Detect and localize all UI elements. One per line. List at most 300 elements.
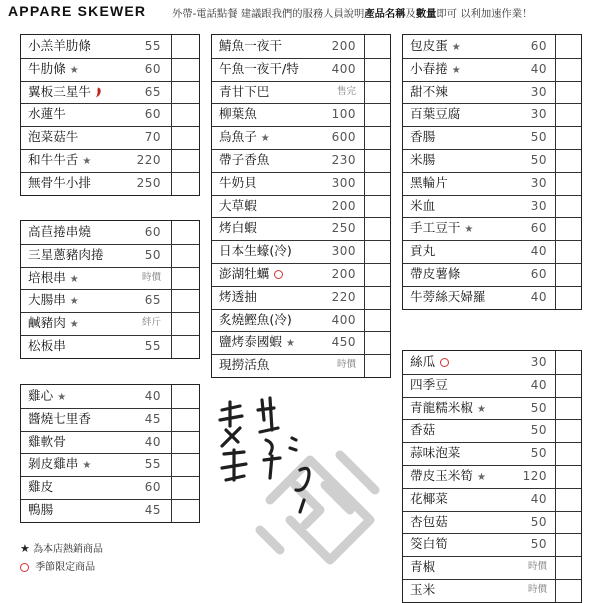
item-price: 30 xyxy=(530,175,547,190)
item-name xyxy=(410,374,448,397)
item-price: 30 xyxy=(530,198,547,213)
menu-row xyxy=(21,431,199,455)
instr-part-e: 即可 以利加速作業！ xyxy=(436,8,533,20)
item-name-text: 午魚一夜干/特 xyxy=(219,60,299,76)
chili-icon xyxy=(94,87,102,98)
quantity-box[interactable] xyxy=(364,263,391,286)
menu-row xyxy=(21,267,199,291)
item-name-text: 包皮蛋 xyxy=(410,38,448,53)
item-price: 45 xyxy=(144,503,161,517)
item-name-text: 花椰菜 xyxy=(410,490,448,506)
item-name xyxy=(219,81,269,104)
item-price: 40 xyxy=(144,389,161,403)
item-name-text: 柳葉魚 xyxy=(219,106,257,122)
item-name-text: 青龍糯米椒 xyxy=(410,399,473,415)
item-name-text: 烏魚子 xyxy=(219,129,257,145)
star-icon: ★ xyxy=(82,156,92,167)
item-price: 250 xyxy=(331,221,356,236)
quantity-box[interactable] xyxy=(555,465,582,488)
menu-row xyxy=(403,419,581,443)
item-name-text: 筊白筍 xyxy=(410,536,448,552)
legend-circle-text: 季節限定商品 xyxy=(35,562,96,573)
item-price: 60 xyxy=(530,267,547,281)
menu-row xyxy=(212,81,390,105)
quantity-box[interactable] xyxy=(171,244,200,267)
menu-row xyxy=(21,312,199,336)
item-price: 40 xyxy=(144,434,161,449)
quantity-box[interactable] xyxy=(555,442,582,465)
item-name-text: 鹽烤泰國蝦 xyxy=(219,334,282,350)
item-name-text: 雞皮 xyxy=(28,479,54,495)
menu-table-chicken xyxy=(20,384,200,523)
quantity-box[interactable] xyxy=(555,149,582,172)
item-name xyxy=(28,221,91,244)
quantity-box[interactable] xyxy=(364,172,391,195)
item-name xyxy=(410,397,486,422)
star-icon: ★ xyxy=(285,338,295,350)
quantity-box[interactable] xyxy=(555,374,582,397)
menu-row xyxy=(212,240,390,264)
quantity-box[interactable] xyxy=(555,556,582,579)
quantity-box[interactable] xyxy=(555,511,582,534)
menu-row xyxy=(403,465,581,489)
item-name-text: 香菇 xyxy=(410,422,436,438)
item-name xyxy=(28,431,66,454)
item-price: 售完 xyxy=(336,85,356,97)
instr-part-a: 外帶-電話點餐 建議跟我們的服務人員說明 xyxy=(172,8,365,20)
quantity-box[interactable] xyxy=(364,81,391,104)
item-name xyxy=(219,149,269,172)
item-price: 50 xyxy=(530,400,547,415)
item-name-text: 烤透抽 xyxy=(219,288,257,304)
item-price: 60 xyxy=(530,39,547,53)
menu-row xyxy=(403,126,581,150)
menu-table-seafood xyxy=(211,34,391,378)
item-name xyxy=(410,126,435,149)
item-name-text: 帶皮薯條 xyxy=(410,266,461,281)
item-name xyxy=(410,263,460,286)
item-name-text: 無骨牛小排 xyxy=(28,174,91,190)
quantity-box[interactable] xyxy=(171,58,200,81)
quantity-box[interactable] xyxy=(171,81,200,104)
order-instructions xyxy=(172,5,532,20)
item-price: 60 xyxy=(144,480,161,495)
item-price: 60 xyxy=(144,107,161,122)
item-name xyxy=(410,35,461,60)
quantity-box[interactable] xyxy=(171,385,200,408)
item-price: 50 xyxy=(530,130,547,145)
item-name-text: 牛肋條 xyxy=(28,60,66,76)
menu-row xyxy=(403,58,581,82)
item-price: 50 xyxy=(530,537,547,552)
item-name xyxy=(28,172,91,195)
item-name-text: 烤白蝦 xyxy=(219,220,257,236)
menu-row xyxy=(212,103,390,127)
quantity-box[interactable] xyxy=(171,149,200,172)
item-name-text: 醬燒七里香 xyxy=(28,410,91,426)
item-price: 55 xyxy=(144,39,161,53)
legend-star-text: 為本店熱銷商品 xyxy=(33,544,104,555)
header xyxy=(0,0,600,24)
item-price: 40 xyxy=(530,491,547,506)
item-price: 220 xyxy=(331,289,356,304)
star-icon: ★ xyxy=(451,42,461,53)
item-name-text: 現撈活魚 xyxy=(219,357,270,373)
item-price: 400 xyxy=(331,61,356,76)
quantity-box[interactable] xyxy=(364,286,391,309)
item-name xyxy=(219,217,257,240)
item-price: 65 xyxy=(144,84,161,99)
item-name xyxy=(410,442,460,465)
item-name-text: 大腸串 xyxy=(28,292,66,308)
quantity-box[interactable] xyxy=(171,431,200,454)
menu-row xyxy=(212,149,390,173)
quantity-box[interactable] xyxy=(171,408,200,431)
item-name xyxy=(219,309,292,332)
brand-title: APPARE SKEWER xyxy=(8,3,147,19)
item-price: 時價 xyxy=(527,584,547,595)
star-icon: ★ xyxy=(464,224,474,236)
quantity-box[interactable] xyxy=(555,240,582,263)
quantity-box[interactable] xyxy=(555,103,582,126)
item-name xyxy=(28,453,91,478)
quantity-box[interactable] xyxy=(171,476,200,499)
item-price: 70 xyxy=(144,130,161,145)
item-name xyxy=(219,331,295,356)
item-name-text: 鴨腸 xyxy=(28,502,54,517)
item-name-text: 杏包菇 xyxy=(410,513,448,529)
quantity-box[interactable] xyxy=(364,354,391,377)
menu-row xyxy=(21,385,199,409)
item-price: 時價 xyxy=(141,271,161,283)
star-icon: ★ xyxy=(476,403,486,415)
item-name-text: 雞心 xyxy=(28,388,54,403)
quantity-box[interactable] xyxy=(364,58,391,81)
seasonal-circle-icon xyxy=(440,358,449,367)
item-name xyxy=(28,408,91,431)
item-name xyxy=(219,58,299,81)
menu-row xyxy=(21,149,199,173)
instr-product-name: 產品名稱 xyxy=(364,8,406,20)
menu-row xyxy=(21,335,199,358)
quantity-box[interactable] xyxy=(555,195,582,218)
item-name-text: 青椒 xyxy=(410,559,436,575)
item-price: 600 xyxy=(331,130,356,145)
quantity-box[interactable] xyxy=(555,126,582,149)
item-price: 230 xyxy=(331,153,356,167)
item-price: 120 xyxy=(522,469,547,483)
quantity-box[interactable] xyxy=(555,217,582,240)
item-name xyxy=(28,126,78,149)
item-name xyxy=(28,81,102,104)
menu-table-sides xyxy=(402,34,582,310)
menu-row xyxy=(21,289,199,313)
item-price: 時價 xyxy=(336,359,356,371)
menu-row xyxy=(212,172,390,196)
item-price: 400 xyxy=(331,312,356,327)
item-name xyxy=(410,556,435,579)
item-price: 300 xyxy=(331,244,356,259)
item-name-text: 炙燒鰹魚(冷) xyxy=(219,311,292,327)
item-name-text: 日本生蠔(冷) xyxy=(219,243,292,259)
quantity-box[interactable] xyxy=(364,195,391,218)
item-name xyxy=(410,286,486,309)
item-price: 200 xyxy=(331,198,356,213)
menu-row xyxy=(403,172,581,196)
quantity-box[interactable] xyxy=(171,312,200,335)
item-name-text: 鹹豬肉 xyxy=(28,315,66,331)
item-name-text: 米血 xyxy=(410,197,436,213)
item-name-text: 小羔羊肋條 xyxy=(28,38,91,53)
item-price: 40 xyxy=(530,377,547,392)
item-name-text: 高苣捲串燒 xyxy=(28,224,91,239)
seasonal-circle-icon xyxy=(274,270,283,279)
item-price: 40 xyxy=(530,61,547,76)
item-name xyxy=(410,419,435,442)
item-price: 50 xyxy=(530,423,547,438)
quantity-box[interactable] xyxy=(555,351,582,374)
item-name xyxy=(410,217,473,242)
quantity-box[interactable] xyxy=(364,309,391,332)
quantity-box[interactable] xyxy=(364,103,391,126)
quantity-box[interactable] xyxy=(555,35,582,58)
menu-row xyxy=(212,126,390,150)
item-name-text: 培根串 xyxy=(28,269,66,285)
menu-row xyxy=(212,263,390,287)
menu-row xyxy=(403,374,581,398)
item-price: 30 xyxy=(530,107,547,122)
item-name-text: 牛蒡絲天婦羅 xyxy=(410,288,486,304)
quantity-box[interactable] xyxy=(171,126,200,149)
item-price: 40 xyxy=(530,244,547,259)
menu-row xyxy=(212,309,390,333)
star-icon: ★ xyxy=(451,64,461,76)
quantity-box[interactable] xyxy=(555,488,582,511)
item-name xyxy=(28,103,66,126)
item-name xyxy=(410,195,435,218)
calligraphy-logo xyxy=(200,380,400,580)
quantity-box[interactable] xyxy=(171,335,200,358)
item-price: 60 xyxy=(144,61,161,76)
menu-row xyxy=(21,408,199,432)
item-name xyxy=(410,172,448,195)
item-name-text: 松板串 xyxy=(28,338,66,353)
star-icon: ★ xyxy=(82,460,92,472)
quantity-box[interactable] xyxy=(364,126,391,149)
item-name xyxy=(28,267,79,292)
item-price: 40 xyxy=(530,289,547,304)
quantity-box[interactable] xyxy=(555,58,582,81)
menu-row xyxy=(403,511,581,535)
item-name-text: 小春捲 xyxy=(410,60,448,76)
item-name-text: 和牛牛舌 xyxy=(28,152,79,167)
item-price: 65 xyxy=(144,293,161,308)
quantity-box[interactable] xyxy=(555,263,582,286)
item-price: 時價 xyxy=(527,561,547,573)
item-price: 30 xyxy=(530,355,547,369)
item-name-text: 帶子香魚 xyxy=(219,152,270,167)
item-name xyxy=(219,103,257,126)
menu-row xyxy=(403,263,581,287)
item-price: 55 xyxy=(144,457,161,472)
star-icon: ★ xyxy=(69,273,79,285)
menu-row xyxy=(21,453,199,477)
item-name-text: 蒜味泡菜 xyxy=(410,445,461,461)
quantity-box[interactable] xyxy=(171,172,200,195)
menu-row xyxy=(21,81,199,105)
item-price: 50 xyxy=(530,446,547,461)
circle-icon xyxy=(20,563,29,572)
item-name-text: 香腸 xyxy=(410,129,436,145)
menu-row xyxy=(21,172,199,195)
item-name xyxy=(410,533,448,556)
quantity-box[interactable] xyxy=(171,499,200,522)
item-price: 250 xyxy=(136,175,161,190)
item-name xyxy=(219,286,257,309)
item-name xyxy=(28,476,53,499)
quantity-box[interactable] xyxy=(364,331,391,354)
item-name xyxy=(28,149,91,174)
item-name xyxy=(219,240,292,263)
menu-row xyxy=(21,58,199,82)
item-name xyxy=(410,149,435,172)
item-name xyxy=(28,312,79,337)
quantity-box[interactable] xyxy=(171,267,200,290)
menu-row xyxy=(212,286,390,310)
item-name xyxy=(410,240,435,263)
item-name xyxy=(410,579,435,602)
item-name xyxy=(410,351,449,374)
item-name xyxy=(410,511,448,534)
item-name xyxy=(28,244,104,267)
item-name xyxy=(28,35,91,58)
menu-row xyxy=(403,442,581,466)
quantity-box[interactable] xyxy=(555,419,582,442)
item-name xyxy=(410,81,448,104)
item-name-text: 牛奶貝 xyxy=(219,174,257,190)
item-name xyxy=(28,289,79,314)
menu-row xyxy=(212,354,390,377)
quantity-box[interactable] xyxy=(171,35,200,58)
item-price: 60 xyxy=(144,225,161,239)
item-name xyxy=(28,58,79,83)
item-name xyxy=(410,103,460,126)
quantity-box[interactable] xyxy=(555,81,582,104)
menu-row xyxy=(21,476,199,500)
item-name-text: 泡菜菇牛 xyxy=(28,129,79,145)
item-name-text: 甜不辣 xyxy=(410,83,448,99)
item-name-text: 四季豆 xyxy=(410,376,448,392)
item-price: 200 xyxy=(331,267,356,281)
quantity-box[interactable] xyxy=(171,453,200,476)
star-icon: ★ xyxy=(260,133,270,145)
item-price: 60 xyxy=(530,221,547,236)
item-price: 30 xyxy=(530,84,547,99)
menu-row xyxy=(403,217,581,241)
item-name-text: 水蓮牛 xyxy=(28,106,66,122)
item-name-text: 手工豆干 xyxy=(410,220,461,236)
item-price: 50 xyxy=(530,514,547,529)
menu-row xyxy=(403,286,581,309)
quantity-box[interactable] xyxy=(364,217,391,240)
menu-row xyxy=(21,126,199,150)
star-icon: ★ xyxy=(69,64,79,76)
item-name xyxy=(219,35,282,58)
quantity-box[interactable] xyxy=(364,35,391,58)
quantity-box[interactable] xyxy=(364,149,391,172)
menu-row xyxy=(403,35,581,59)
quantity-box[interactable] xyxy=(555,397,582,420)
item-name xyxy=(219,195,257,218)
quantity-box[interactable] xyxy=(555,579,582,602)
quantity-box[interactable] xyxy=(555,172,582,195)
item-price: 50 xyxy=(144,247,161,262)
menu-row xyxy=(403,195,581,219)
item-name-text: 帶皮玉米筍 xyxy=(410,468,473,483)
item-price: 55 xyxy=(144,339,161,353)
quantity-box[interactable] xyxy=(555,286,582,309)
item-name-text: 三星蔥豬肉捲 xyxy=(28,246,104,262)
item-price: 450 xyxy=(331,335,356,350)
item-name-text: 青甘下巴 xyxy=(219,83,270,99)
item-name xyxy=(219,354,269,377)
menu-row xyxy=(403,240,581,264)
menu-row xyxy=(403,488,581,512)
item-name xyxy=(219,126,270,151)
item-name-text: 剝皮雞串 xyxy=(28,456,79,472)
menu-row xyxy=(403,533,581,557)
menu-table-pork xyxy=(20,220,200,359)
menu-table-vegetables xyxy=(402,350,582,603)
menu-row xyxy=(212,195,390,219)
menu-row xyxy=(21,244,199,268)
menu-row xyxy=(21,35,199,59)
menu-row xyxy=(21,221,199,245)
menu-row xyxy=(403,103,581,127)
quantity-box[interactable] xyxy=(171,103,200,126)
quantity-box[interactable] xyxy=(171,221,200,244)
item-name xyxy=(410,58,461,83)
quantity-box[interactable] xyxy=(555,533,582,556)
menu-row xyxy=(403,556,581,580)
menu-row xyxy=(212,217,390,241)
menu-row xyxy=(403,351,581,375)
item-price: 100 xyxy=(331,107,356,122)
instr-quantity: 數量 xyxy=(415,8,437,20)
item-price: 絆斤 xyxy=(141,317,161,329)
menu-row xyxy=(21,499,199,522)
item-name-text: 貢丸 xyxy=(410,243,436,259)
item-name xyxy=(219,172,257,195)
star-icon: ★ xyxy=(20,542,30,555)
item-price: 50 xyxy=(530,153,547,167)
quantity-box[interactable] xyxy=(364,240,391,263)
star-icon: ★ xyxy=(476,472,486,483)
item-price: 45 xyxy=(144,411,161,426)
instr-and: 及 xyxy=(405,8,416,20)
item-name xyxy=(410,488,448,511)
item-name-text: 澎湖牡蠣 xyxy=(219,266,270,281)
item-name xyxy=(219,263,283,286)
item-name-text: 鯖魚一夜干 xyxy=(219,38,282,53)
item-name-text: 翼板三星牛 xyxy=(28,83,91,99)
star-icon: ★ xyxy=(57,392,67,403)
item-name-text: 黑輪片 xyxy=(410,174,448,190)
legend-star xyxy=(20,540,103,555)
item-name xyxy=(28,335,66,358)
quantity-box[interactable] xyxy=(171,289,200,312)
item-price: 220 xyxy=(136,153,161,167)
